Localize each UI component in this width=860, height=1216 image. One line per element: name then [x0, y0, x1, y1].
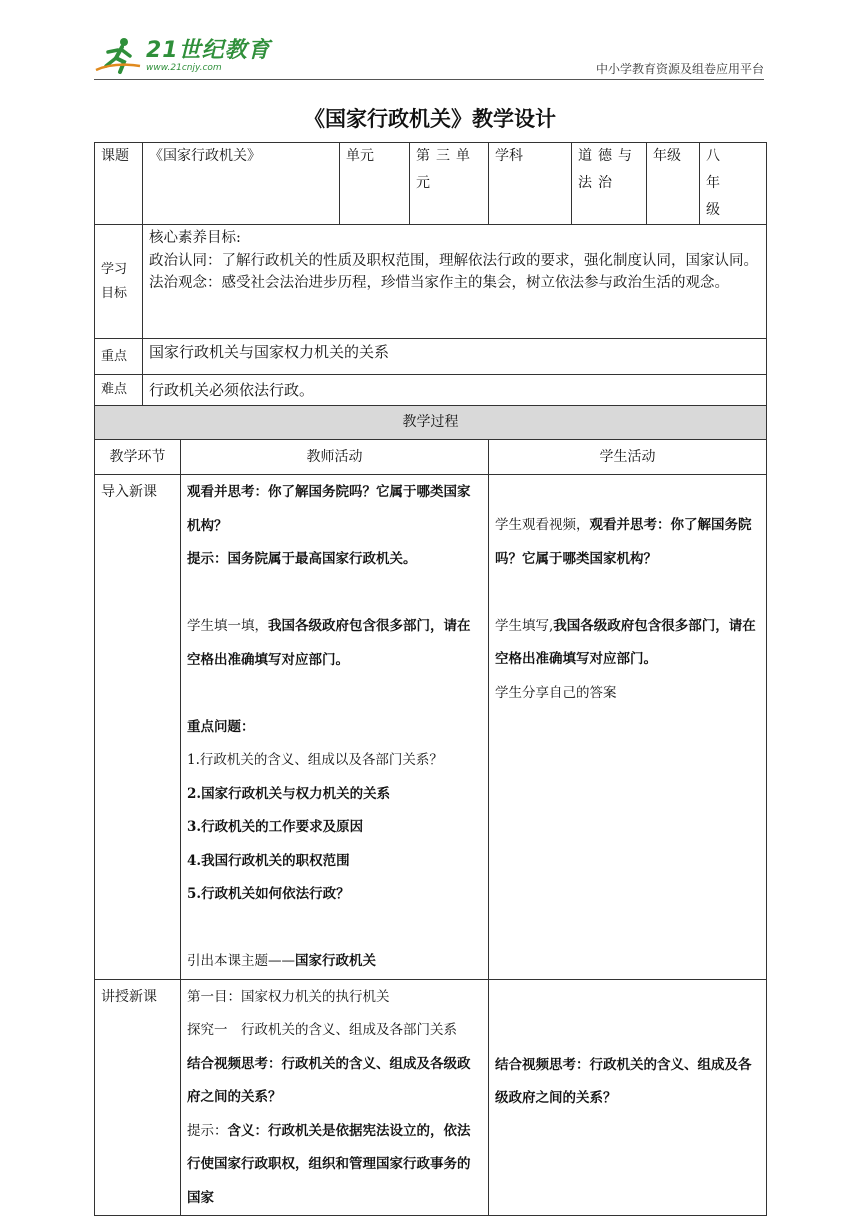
student-watch-question: 观看并思考：你了解国务院吗？它属于哪类国家机构？ [495, 517, 752, 567]
goals-row [95, 225, 767, 339]
key-question-item: 2.国家行政机关与权力机关的关系 [187, 785, 391, 802]
lecture-row [95, 979, 767, 1216]
page-header [94, 36, 764, 80]
student-share: 学生分享自己的答案 [495, 684, 617, 701]
lecture-hint-label: 提示： [187, 1122, 228, 1139]
student-watch: 学生观看视频， [495, 517, 590, 533]
subject-label: 学科 [489, 143, 572, 225]
lecture-section: 第一目：国家权力机关的执行机关 [187, 988, 390, 1005]
difficulty-row [95, 375, 767, 406]
header-divider [94, 79, 764, 80]
lesson-plan-table [94, 142, 767, 1216]
col-teacher: 教师活动 [181, 440, 489, 475]
logo-name: 21世纪教育 [146, 38, 271, 63]
platform-tagline: 中小学教育资源及组卷应用平台 [595, 62, 764, 76]
key-point-label: 重点 [95, 339, 143, 375]
info-row [95, 143, 767, 225]
lecture-explore: 探究一 行政机关的含义、组成及各部门关系 [187, 1022, 457, 1038]
intro-question: 观看并思考：你了解国务院吗？它属于哪类国家机构？ [187, 484, 471, 534]
lecture-hint: 含义：行政机关是依据宪法设立的，依法行使国家行政职权，组织和管理国家行政事务的国家 [187, 1122, 471, 1206]
goal-line: 政治认同：了解行政机关的性质及职权范围，理解依法行政的要求，强化制度认同，国家认同。 [149, 252, 758, 269]
goal-line: 法治观念：感受社会法治进步历程，珍惜当家作主的集会，树立依法参与政治生活的观念。 [149, 275, 729, 291]
intro-row [95, 475, 767, 980]
intro-stage: 导入新课 [95, 475, 181, 980]
difficulty-value: 行政机关必须依法行政。 [143, 375, 767, 406]
key-question-item: 4.我国行政机关的职权范围 [187, 852, 350, 869]
fill-prompt: 学生填一填， [187, 618, 268, 634]
grade-value: 八年级 [700, 143, 767, 225]
student-fill: 学生填写, [495, 617, 554, 634]
lead-in-text: 引出本课主题—— [187, 953, 295, 969]
key-point-row [95, 339, 767, 375]
col-stage: 教学环节 [95, 440, 181, 475]
key-point-value: 国家行政机关与国家权力机关的关系 [143, 339, 767, 375]
lesson-topic: 国家行政机关 [295, 953, 376, 969]
process-title-row [95, 406, 767, 440]
key-questions-label: 重点问题： [187, 718, 255, 735]
unit-label: 单元 [340, 143, 410, 225]
unit-value: 第三单元 [410, 143, 489, 225]
site-logo [94, 36, 271, 76]
student-lecture-question: 结合视频思考：行政机关的含义、组成及各级政府之间的关系？ [495, 1056, 752, 1106]
intro-hint: 提示：国务院属于最高国家行政机关。 [187, 551, 417, 567]
grade-label: 年级 [647, 143, 700, 225]
logo-url: www.21cnjy.com [146, 63, 222, 73]
student-fill-task: 我国各级政府包含很多部门，请在空格出准确填写对应部门。 [495, 617, 756, 667]
col-student: 学生活动 [489, 440, 767, 475]
process-title: 教学过程 [95, 406, 767, 440]
process-header-row [95, 440, 767, 475]
fill-task: 我国各级政府包含很多部门，请在空格出准确填写对应部门。 [187, 618, 471, 668]
goal-line: 核心素养目标: [149, 230, 241, 246]
subject-value: 道德与法治 [572, 143, 647, 225]
key-question-item: 3.行政机关的工作要求及原因 [187, 819, 364, 835]
document-title: 《国家行政机关》教学设计 [304, 106, 556, 131]
goals-label: 学习目标 [95, 225, 143, 339]
runner-logo-icon [94, 36, 142, 76]
lecture-stage: 讲授新课 [95, 979, 181, 1216]
topic-value: 《国家行政机关》 [143, 143, 340, 225]
topic-label: 课题 [95, 143, 143, 225]
difficulty-label: 难点 [95, 375, 143, 406]
key-question-item: 5.行政机关如何依法行政？ [187, 886, 350, 902]
lecture-question: 结合视频思考：行政机关的含义、组成及各级政府之间的关系？ [187, 1055, 471, 1105]
key-question-item: 1.行政机关的含义、组成以及各部门关系？ [187, 752, 443, 768]
